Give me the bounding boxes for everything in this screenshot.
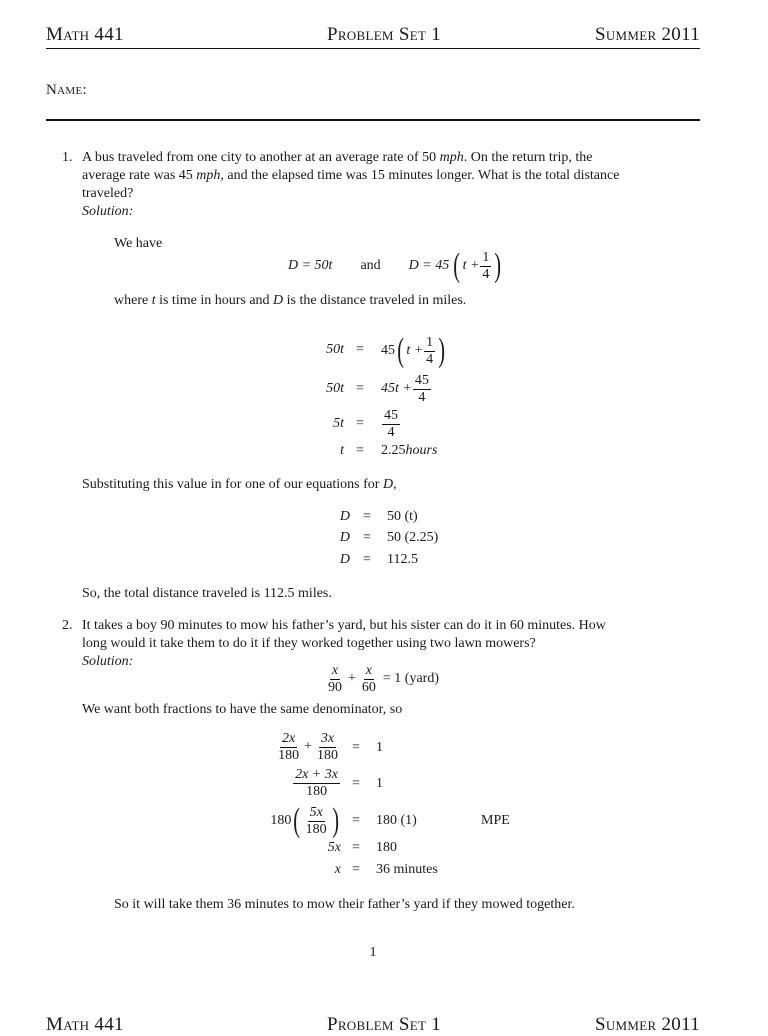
next-header-term: Summer 2011 <box>594 1014 700 1035</box>
name-label: Name: <box>46 82 87 98</box>
problem2-conclusion: So it will take them 36 minutes to mow their father’s yard if they mowed together. <box>114 897 575 912</box>
header-rule <box>46 48 700 49</box>
header-set: Problem Set 1 <box>326 24 442 45</box>
problem1-number: 1. <box>62 150 73 165</box>
equation-pair: D = 50t and D = 45 ( t + $\frac{1}{4}$ ) <box>288 247 502 284</box>
next-header-course: Math 441 <box>46 1014 124 1035</box>
header-course: Math 441 <box>46 24 124 45</box>
name-rule <box>46 119 700 121</box>
mpe-note: MPE <box>481 813 510 828</box>
problem1-text: A bus traveled from one city to another at an average rate of 50 mph. On the return trip, the average rate was 45 mph, and the elapsed time was 15 minutes longer. What is the total distance traveled? Solution: <box>82 149 702 221</box>
problem2-text: It takes a boy 90 minutes to mow his father’s yard, but his sister can do it in 60 minutes. How long would it take them to do it if they worked together using two lawn mowers? Solution: <box>82 617 702 671</box>
problem2-number: 2. <box>62 618 73 633</box>
we-have: We have <box>114 236 163 251</box>
problem2-solution-label: Solution: <box>82 654 134 669</box>
next-header-set: Problem Set 1 <box>326 1014 442 1035</box>
problem2-main-equation: $\frac{x}{90}$ + $\frac{x}{60}$ = 1 (yard) <box>328 662 440 695</box>
problem1-conclusion: So, the total distance traveled is 112.5 miles. <box>82 586 332 601</box>
want-text: We want both fractions to have the same denominator, so <box>82 702 403 717</box>
substituting-text: Substituting this value in for one of our equations for D, <box>82 477 397 492</box>
problem1-solution-label: Solution: <box>82 204 134 219</box>
page-number: 1 <box>369 945 377 960</box>
where-text: where t is time in hours and D is the distance traveled in miles. <box>114 293 467 308</box>
header-term: Summer 2011 <box>594 24 700 45</box>
